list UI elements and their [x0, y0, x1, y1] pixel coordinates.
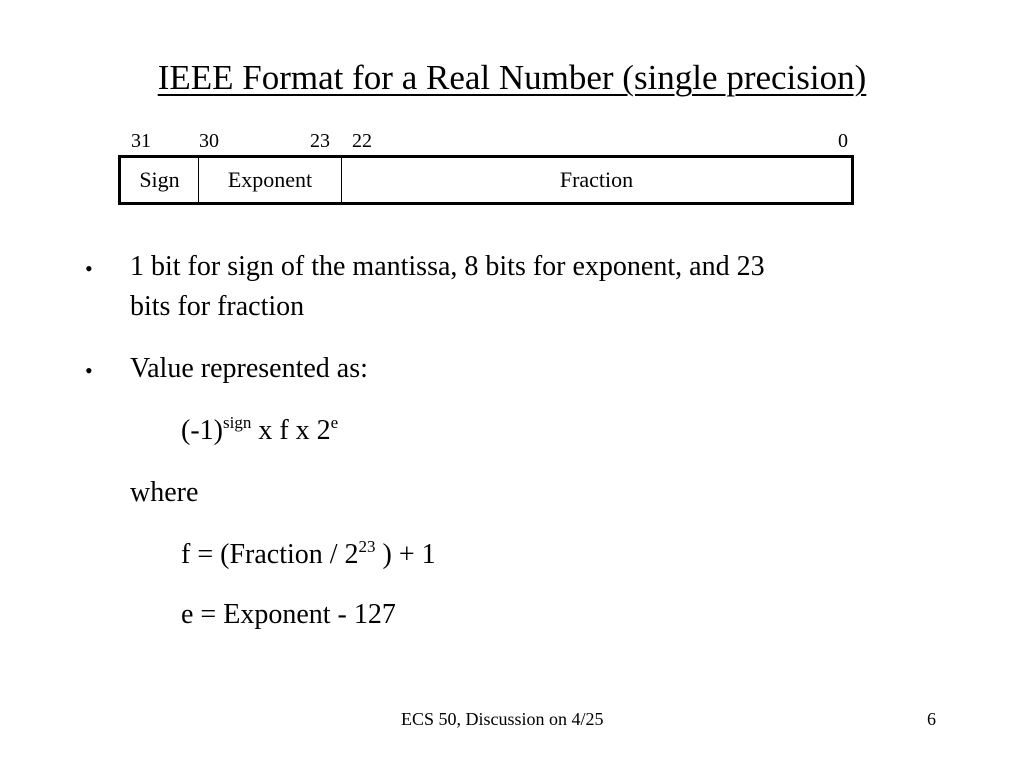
f-formula-suffix: ) + 1 — [375, 539, 436, 570]
bullet-marker: • — [85, 256, 93, 281]
f-formula-superscript: 23 — [358, 537, 376, 556]
e-formula: e = Exponent - 127 — [181, 599, 396, 630]
f-formula-prefix: f = (Fraction / 2 — [181, 539, 359, 570]
field-fraction: Fraction — [559, 167, 634, 192]
field-sign: Sign — [121, 158, 199, 202]
formula-base: (-1) — [181, 415, 223, 446]
bit-number-31: 31 — [131, 130, 151, 152]
f-formula — [181, 537, 436, 573]
bullet-1-line-2: bits for fraction — [130, 291, 305, 322]
bit-number-22: 22 — [352, 130, 372, 152]
bit-number-0: 0 — [838, 130, 848, 152]
formula-exponent-superscript: e — [330, 413, 339, 432]
formula-sign-superscript: sign — [222, 413, 252, 432]
bullet-2-line-1: Value represented as: — [130, 353, 368, 384]
slide-title: IEEE Format for a Real Number (single precision) — [157, 58, 867, 97]
formula-middle: x f x 2 — [251, 415, 331, 446]
field-exponent: Exponent — [199, 158, 342, 202]
bullet-1-line-1: 1 bit for sign of the mantissa, 8 bits for exponent, and 23 — [130, 251, 765, 282]
bullet-marker: • — [85, 358, 93, 383]
bit-layout-table — [118, 155, 854, 205]
where-text: where — [130, 477, 199, 508]
footer-text: ECS 50, Discussion on 4/25 — [401, 709, 604, 729]
bit-number-30: 30 — [199, 130, 219, 152]
page-number: 6 — [927, 709, 936, 729]
value-formula — [181, 413, 338, 449]
bit-number-23: 23 — [310, 130, 330, 152]
